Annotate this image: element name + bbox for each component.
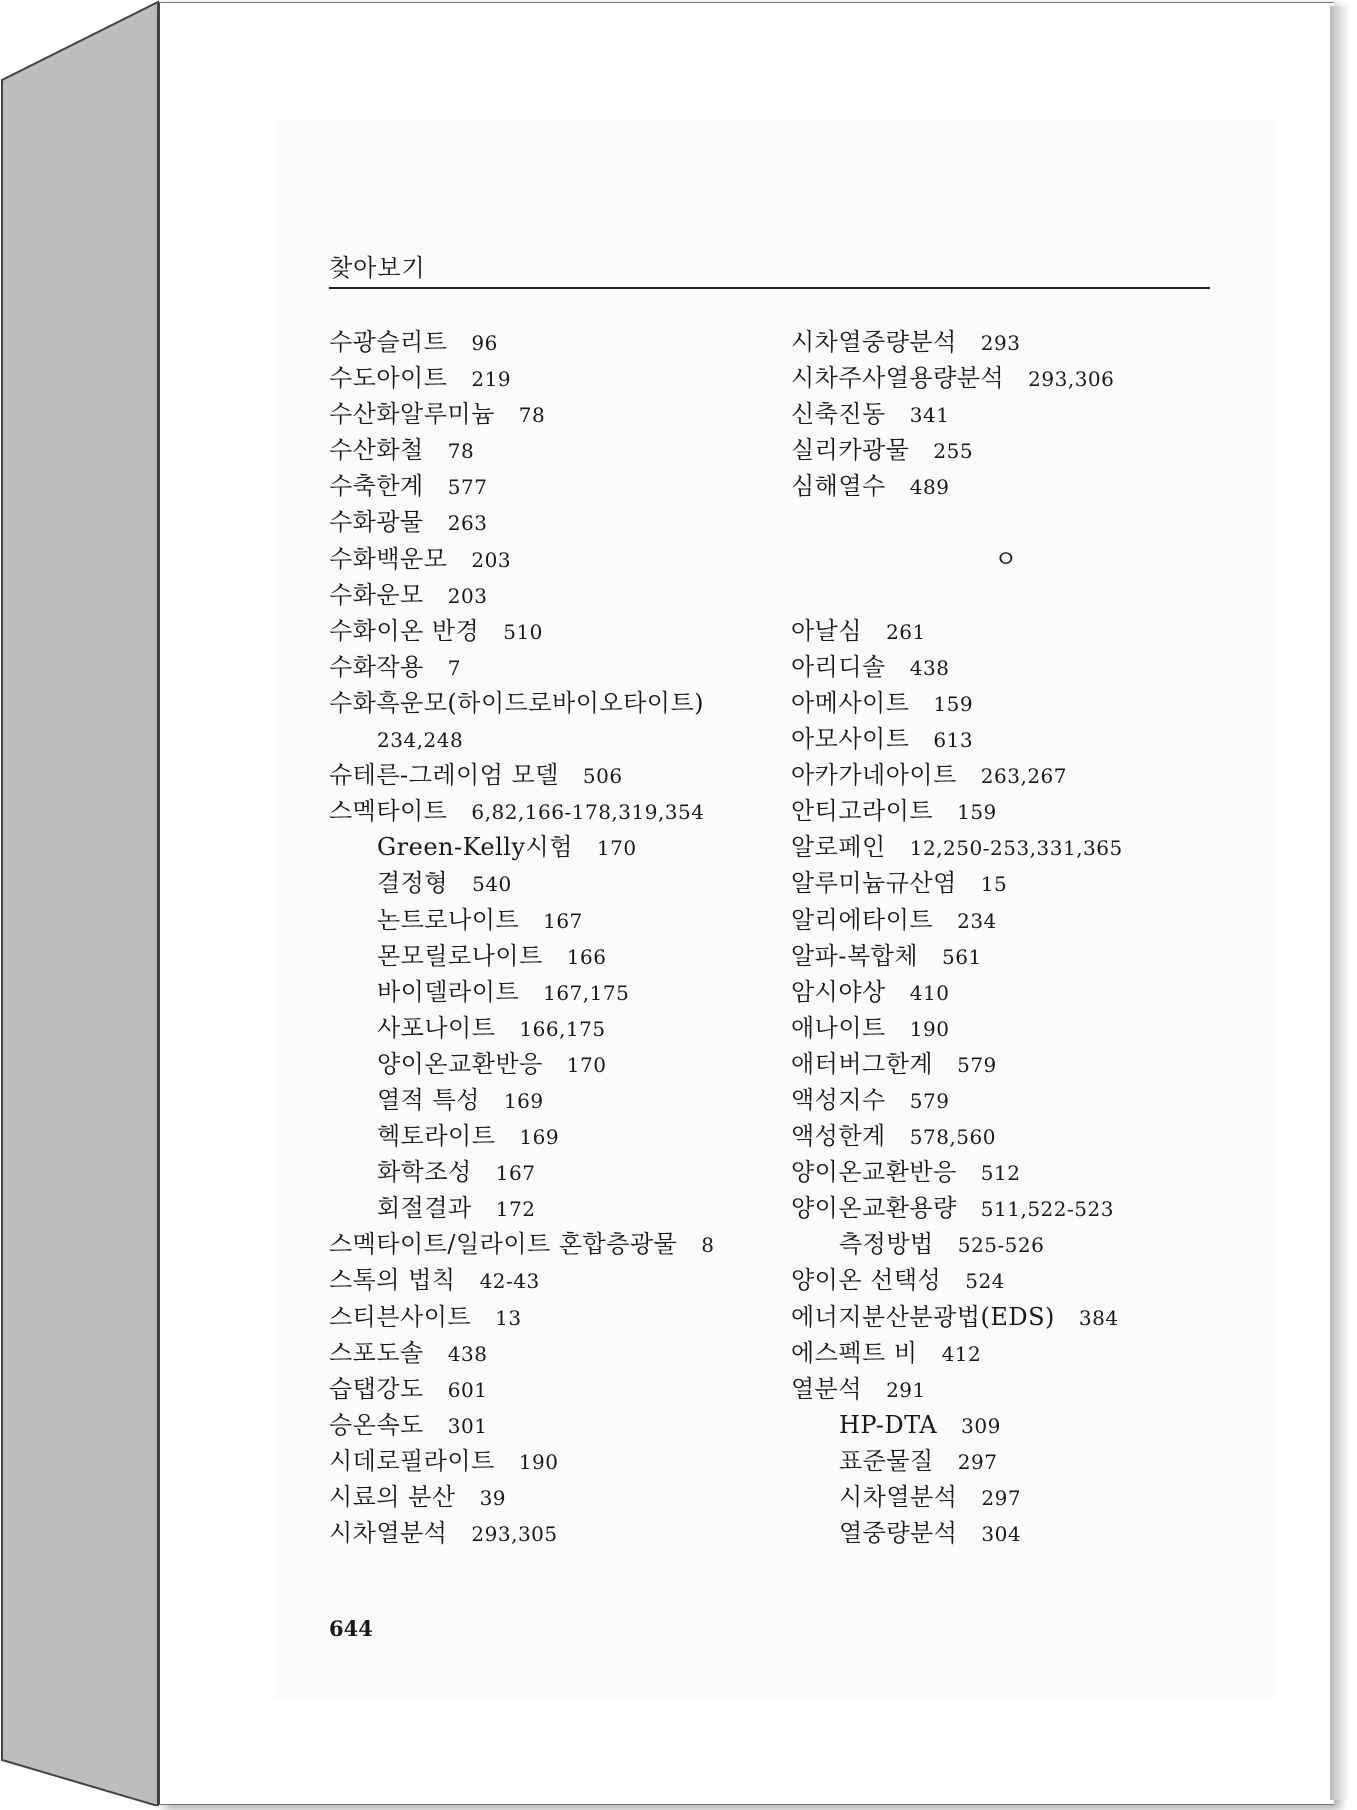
- index-term: 승온속도: [329, 1410, 424, 1439]
- index-term: 암시야상: [791, 977, 886, 1006]
- index-entry: [791, 324, 1221, 360]
- index-page-refs: 255: [933, 439, 974, 464]
- index-entry: [791, 902, 1221, 938]
- index-term: 양이온교환용량: [791, 1194, 957, 1223]
- index-title: 찾아보기: [329, 254, 426, 282]
- index-term: 양이온교환반응: [377, 1049, 543, 1078]
- index-term: 측정방법: [839, 1230, 934, 1259]
- index-term: 스톡의 법칙: [329, 1266, 456, 1295]
- index-term: 수화흑운모(하이드로바이오타이트): [329, 688, 704, 717]
- index-entry: [791, 685, 1221, 721]
- index-term: 스포도솔: [329, 1338, 424, 1367]
- index-page-refs: 170: [566, 1052, 607, 1077]
- index-spacer: [791, 577, 1221, 613]
- index-page-refs: 234: [957, 908, 997, 933]
- index-term: 수화백운모: [329, 544, 448, 573]
- index-page-refs: 578,560: [909, 1125, 996, 1150]
- index-subentry: [329, 829, 779, 865]
- index-entry: [791, 793, 1221, 829]
- index-page-refs: 263: [447, 511, 488, 536]
- index-page-refs: 261: [886, 619, 926, 644]
- index-entry: [791, 865, 1221, 901]
- index-term: 슈테른-그레이엄 모델: [329, 761, 559, 790]
- index-page-refs: 293,305: [471, 1522, 558, 1547]
- index-entry: [329, 1443, 779, 1479]
- index-page-refs: 297: [957, 1449, 998, 1474]
- index-page-refs: 169: [503, 1088, 544, 1113]
- index-term: 알파-복합체: [791, 941, 919, 970]
- index-entry: [791, 1299, 1221, 1335]
- index-page-refs: 78: [518, 403, 546, 428]
- index-page-refs: 172: [495, 1197, 536, 1222]
- index-subentry: [329, 974, 779, 1010]
- index-entry: [791, 1046, 1221, 1082]
- index-term: 애나이트: [791, 1013, 886, 1042]
- index-entry: [329, 468, 779, 504]
- index-entry: [329, 685, 779, 721]
- index-column-left: [329, 324, 779, 1551]
- index-entry: [791, 613, 1221, 649]
- index-term: 사포나이트: [377, 1013, 496, 1042]
- index-page-refs: 263,267: [980, 764, 1068, 789]
- index-entry: [791, 1154, 1221, 1190]
- index-page-refs: 613: [933, 728, 974, 753]
- index-term: 아날심: [791, 616, 863, 645]
- index-page-refs: 438: [447, 1341, 488, 1366]
- index-term: 시차주사열용량분석: [791, 364, 1005, 393]
- index-entry: [329, 1515, 779, 1551]
- index-entry: [791, 1190, 1221, 1226]
- index-page-refs: 7: [447, 655, 461, 680]
- index-subentry: [791, 1407, 1221, 1443]
- index-page-refs: 297: [981, 1486, 1022, 1510]
- index-entry: [329, 577, 779, 613]
- index-term: 표준물질: [839, 1446, 934, 1475]
- index-entry: [791, 757, 1221, 793]
- index-page-refs: 489: [909, 475, 950, 500]
- index-term: 아카가네아이트: [791, 761, 957, 790]
- index-term: 신축진동: [791, 400, 886, 429]
- index-page-refs: 291: [886, 1377, 926, 1402]
- index-page-refs: 601: [447, 1377, 488, 1402]
- index-term: 에스펙트 비: [791, 1338, 918, 1367]
- index-term: 에너지분산분광법(EDS): [791, 1302, 1055, 1331]
- index-page-refs: 6,82,166-178,319,354: [471, 800, 705, 825]
- index-entry: [791, 938, 1221, 974]
- page-number: 644: [329, 1616, 373, 1641]
- index-page-refs: 577: [447, 475, 488, 500]
- index-page-refs: 169: [519, 1125, 560, 1150]
- index-term: 수광슬리트: [329, 328, 448, 356]
- index-page-refs: 309: [961, 1413, 1001, 1438]
- index-page-refs: 525-526: [957, 1233, 1045, 1258]
- index-page-refs: 410: [909, 980, 950, 1005]
- index-term: 회절결과: [377, 1194, 472, 1223]
- index-term: 수화운모: [329, 580, 424, 609]
- index-entry: [329, 613, 779, 649]
- index-term: 결정형: [377, 869, 449, 898]
- index-page-refs: 203: [447, 583, 488, 608]
- index-term: 아메사이트: [791, 688, 910, 717]
- index-section-letter: [791, 541, 1221, 577]
- index-page-refs: 167: [495, 1161, 536, 1186]
- index-page-refs: 190: [518, 1449, 559, 1474]
- index-term: 몬모릴로나이트: [377, 941, 543, 970]
- index-entry: [329, 396, 779, 432]
- index-term: 수도아이트: [329, 364, 448, 393]
- index-term: 스멕타이트: [329, 797, 448, 826]
- index-term: 심해열수: [791, 472, 886, 501]
- index-term: 바이델라이트: [377, 977, 520, 1006]
- index-page-refs: 341: [909, 403, 950, 428]
- index-page-refs: 203: [471, 547, 512, 572]
- index-page-refs: 438: [909, 655, 950, 680]
- index-page-refs: 166: [566, 944, 607, 969]
- index-term: HP-DTA: [839, 1410, 938, 1439]
- index-subentry: [791, 1226, 1221, 1262]
- index-subentry: [329, 902, 779, 938]
- index-entry: [329, 793, 779, 829]
- index-entry: [791, 829, 1221, 865]
- index-subentry: [329, 1010, 779, 1046]
- index-page-refs: 579: [957, 1052, 997, 1077]
- index-entry: [329, 504, 779, 540]
- index-page-refs: 301: [447, 1413, 488, 1438]
- index-entry: [791, 721, 1221, 757]
- index-term: 수화이온 반경: [329, 616, 480, 645]
- index-page-refs: 524: [965, 1269, 1005, 1294]
- index-entry: [791, 396, 1221, 432]
- index-page-refs: 166,175: [519, 1016, 606, 1041]
- index-term: 화학조성: [377, 1158, 472, 1187]
- index-subentry: [791, 1443, 1221, 1479]
- index-term: 액성한계: [791, 1122, 886, 1151]
- index-entry: [791, 1118, 1221, 1154]
- page-edge: [1330, 6, 1350, 1800]
- index-entry: [791, 1082, 1221, 1118]
- index-term: 시료의 분산: [329, 1483, 456, 1511]
- index-page-refs: 96: [471, 331, 498, 355]
- index-term: 실리카광물: [791, 436, 910, 465]
- index-term: 양이온교환반응: [791, 1158, 957, 1187]
- index-term: 시차열분석: [839, 1483, 958, 1511]
- index-term: 열적 특성: [377, 1085, 480, 1114]
- index-entry: [329, 1226, 779, 1262]
- index-page-refs: 384: [1078, 1305, 1119, 1330]
- index-term: 시데로필라이트: [329, 1446, 495, 1475]
- index-entry: [329, 1335, 779, 1371]
- index-term: 시차열분석: [329, 1519, 448, 1548]
- index-subentry: [329, 1082, 779, 1118]
- index-entry: [791, 360, 1221, 396]
- index-subentry: [329, 865, 779, 901]
- index-subentry: [329, 938, 779, 974]
- index-subentry: [329, 1154, 779, 1190]
- index-subentry: [791, 1515, 1221, 1551]
- index-page-refs: 579: [909, 1088, 950, 1113]
- index-subentry: [329, 1046, 779, 1082]
- index-entry: [329, 1262, 779, 1298]
- index-term: 안티고라이트: [791, 797, 934, 826]
- index-entry: [791, 1262, 1221, 1298]
- index-spacer: [791, 504, 1221, 540]
- index-entry: [791, 1335, 1221, 1371]
- index-term: 헥토라이트: [377, 1122, 496, 1151]
- index-page-refs: 159: [957, 800, 997, 825]
- index-term: 애터버그한계: [791, 1049, 934, 1078]
- index-entry: [329, 1371, 779, 1407]
- index-term: 수산화알루미늄: [329, 400, 495, 429]
- index-page-refs: 304: [981, 1522, 1022, 1547]
- header-rule: [329, 287, 1210, 289]
- index-page-refs: 511,522-523: [980, 1197, 1114, 1222]
- index-term: 액성지수: [791, 1085, 886, 1114]
- index-term: 열분석: [791, 1374, 863, 1403]
- index-entry: [329, 360, 779, 396]
- index-page-refs: 42-43: [479, 1269, 540, 1294]
- index-entry: [791, 1010, 1221, 1046]
- index-entry: [791, 432, 1221, 468]
- index-term: 습탭강도: [329, 1374, 424, 1403]
- index-entry: [329, 649, 779, 685]
- index-entry: [329, 1407, 779, 1443]
- index-page-refs: 170: [596, 836, 637, 861]
- index-term: 열중량분석: [839, 1519, 958, 1548]
- index-page-refs: 506: [582, 764, 623, 789]
- index-page-refs: 8: [701, 1233, 715, 1258]
- index-entry: [329, 1479, 779, 1515]
- index-term: 스티븐사이트: [329, 1302, 472, 1331]
- index-term: 알리에타이트: [791, 905, 934, 934]
- index-term: 스멕타이트/일라이트 혼합층광물: [329, 1230, 678, 1259]
- index-column-right: [791, 324, 1221, 1551]
- index-subentry: [791, 1479, 1221, 1515]
- index-term: 시차열중량분석: [791, 328, 957, 356]
- index-entry: [791, 974, 1221, 1010]
- index-term: 수화작용: [329, 652, 424, 681]
- index-page-refs: 78: [447, 439, 475, 464]
- index-page-refs: 293,306: [1028, 367, 1115, 392]
- index-subentry: [329, 1118, 779, 1154]
- index-term: 아모사이트: [791, 725, 910, 754]
- index-page-refs: 219: [471, 367, 512, 392]
- index-term: 알로페인: [791, 833, 886, 862]
- index-page-refs: 412: [941, 1341, 982, 1366]
- index-page-refs: 510: [503, 619, 543, 644]
- index-page-refs: 293: [980, 331, 1021, 355]
- index-page-refs: 13: [495, 1305, 522, 1330]
- index-page-refs: 39: [479, 1486, 507, 1510]
- index-subentry: [329, 1190, 779, 1226]
- index-entry: [329, 757, 779, 793]
- index-entry: [791, 1371, 1221, 1407]
- index-term: 아리디솔: [791, 652, 886, 681]
- index-page-refs: 15: [980, 872, 1008, 897]
- index-entry: [329, 324, 779, 360]
- index-term: 양이온 선택성: [791, 1266, 942, 1295]
- index-term: 수화광물: [329, 508, 424, 537]
- index-entry: [329, 432, 779, 468]
- index-term: 수산화철: [329, 436, 424, 465]
- index-continuation: [329, 721, 779, 757]
- index-page-refs: 512: [980, 1161, 1021, 1186]
- index-entry: [791, 649, 1221, 685]
- index-entry: [329, 1299, 779, 1335]
- index-term: 논트로나이트: [377, 905, 520, 934]
- index-page-refs: 159: [933, 691, 974, 716]
- index-page-refs: 561: [942, 944, 982, 969]
- index-page-refs: 234,248: [377, 728, 464, 753]
- index-page-refs: 167,175: [543, 980, 630, 1005]
- index-term: Green-Kelly시험: [377, 833, 573, 862]
- index-page-refs: 190: [909, 1016, 950, 1041]
- index-term: ㅇ: [994, 544, 1018, 573]
- index-term: 알루미늄규산염: [791, 869, 957, 898]
- index-entry: [791, 468, 1221, 504]
- index-page-refs: 12,250-253,331,365: [909, 836, 1123, 861]
- index-page-refs: 167: [543, 908, 583, 933]
- index-term: 수축한계: [329, 472, 424, 501]
- index-entry: [329, 541, 779, 577]
- index-page-refs: 540: [472, 872, 512, 897]
